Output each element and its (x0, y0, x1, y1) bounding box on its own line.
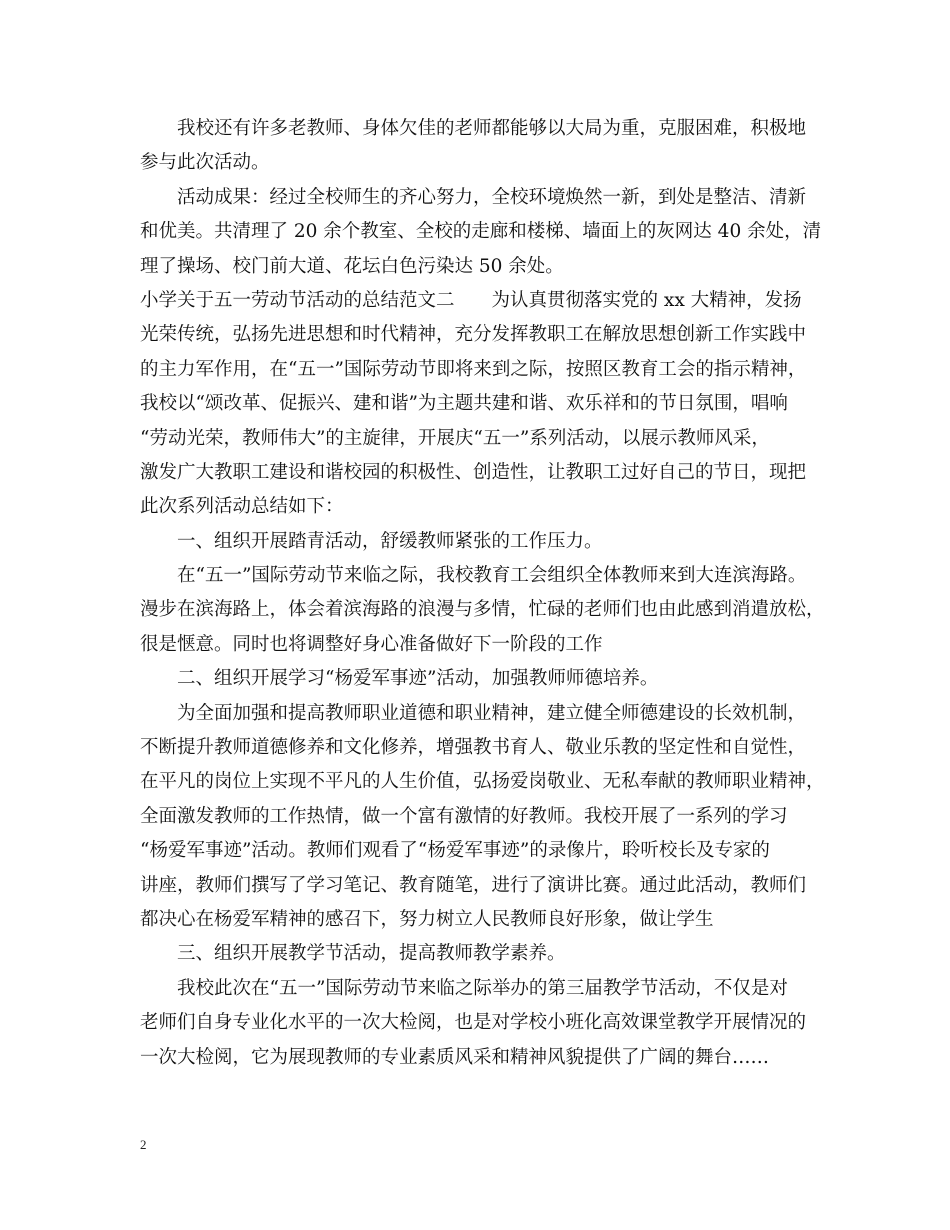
text-line: 我校还有许多老教师、身体欠佳的老师都能够以大局为重，克服困难，积极地 (177, 118, 807, 139)
text-line: 全面激发教师的工作热情，做一个富有激情的好教师。我校开展了一系列的学习 (140, 805, 788, 827)
text-line: 活动成果：经过全校师生的齐心努力，全校环境焕然一新，到处是整洁、清新 (177, 186, 807, 208)
text-line: 理了操场、校门前大道、花坛白色污染达 50 余处。 (140, 255, 564, 277)
text-line: 不断提升教师道德修养和文化修养，增强教书育人、敬业乐教的坚定性和自觉性， (140, 737, 807, 759)
text-line: 参与此次活动。 (140, 152, 270, 174)
text-line: 和优美。共清理了 20 余个教室、全校的走廊和楼梯、墙面上的灰网达 40 余处，清 (140, 221, 822, 243)
text-line: 的主力军作用，在“五一”国际劳动节即将来到之际，按照区教育工会的指示精神， (140, 358, 807, 380)
text-line: 我校此次在“五一”国际劳动节来临之际举办的第三届教学节活动，不仅是对 (177, 977, 788, 999)
subheading-line: 二、组织开展学习“杨爱军事迹”活动，加强教师师德培养。 (177, 668, 659, 690)
text-line: 在平凡的岗位上实现不平凡的人生价值，弘扬爱岗敬业、无私奉献的教师职业精神， (140, 771, 825, 793)
text-line: 很是惬意。同时也将调整好身心准备做好下一阶段的工作 (140, 633, 603, 655)
page-number: 2 (140, 1137, 147, 1152)
text-line: 讲座，教师们撰写了学习笔记、教育随笔，进行了演讲比赛。通过此活动，教师们 (140, 874, 807, 896)
text-line: 在“五一”国际劳动节来临之际，我校教育工会组织全体教师来到大连滨海路。 (177, 565, 807, 587)
text-line: 此次系列活动总结如下： (140, 496, 344, 518)
document-body (140, 112, 828, 1075)
text-line: 都决心在杨爱军精神的感召下，努力树立人民教师良好形象，做让学生 (140, 908, 714, 930)
text-line: 一次大检阅，它为展现教师的专业素质风采和精神风貌提供了广阔的舞台…… (140, 1046, 770, 1068)
text-line: 我校以“颂改革、促振兴、建和谐”为主题共建和谐、欢乐祥和的节日氛围，唱响 (140, 393, 788, 415)
text-line: 漫步在滨海路上，体会着滨海路的浪漫与多情，忙碌的老师们也由此感到消遣放松， (140, 599, 825, 621)
text-line: 光荣传统，弘扬先进思想和时代精神，充分发挥教职工在解放思想创新工作实践中 (140, 324, 807, 346)
text-line: 为全面加强和提高教师职业道德和职业精神，建立健全师德建设的长效机制， (177, 702, 807, 724)
text-line: 激发广大教职工建设和谐校园的积极性、创造性，让教职工过好自己的节日，现把 (140, 461, 807, 483)
text-line: “劳动光荣，教师伟大”的主旋律，开展庆“五一”系列活动，以展示教师风采， (140, 427, 770, 449)
subheading-line: 一、组织开展踏青活动，舒缓教师紧张的工作压力。 (177, 530, 603, 552)
subheading-line: 三、组织开展教学节活动，提高教师教学素养。 (177, 943, 566, 965)
text-line: 老师们自身专业化水平的一次大检阅，也是对学校小班化高效课堂教学开展情况的 (140, 1012, 807, 1034)
section-heading-line: 小学关于五一劳动节活动的总结范文二 为认真贯彻落实党的 xx 大精神，发扬 (140, 289, 802, 311)
text-line: “杨爱军事迹”活动。教师们观看了“杨爱军事迹”的录像片，聆听校长及专家的 (140, 840, 770, 862)
